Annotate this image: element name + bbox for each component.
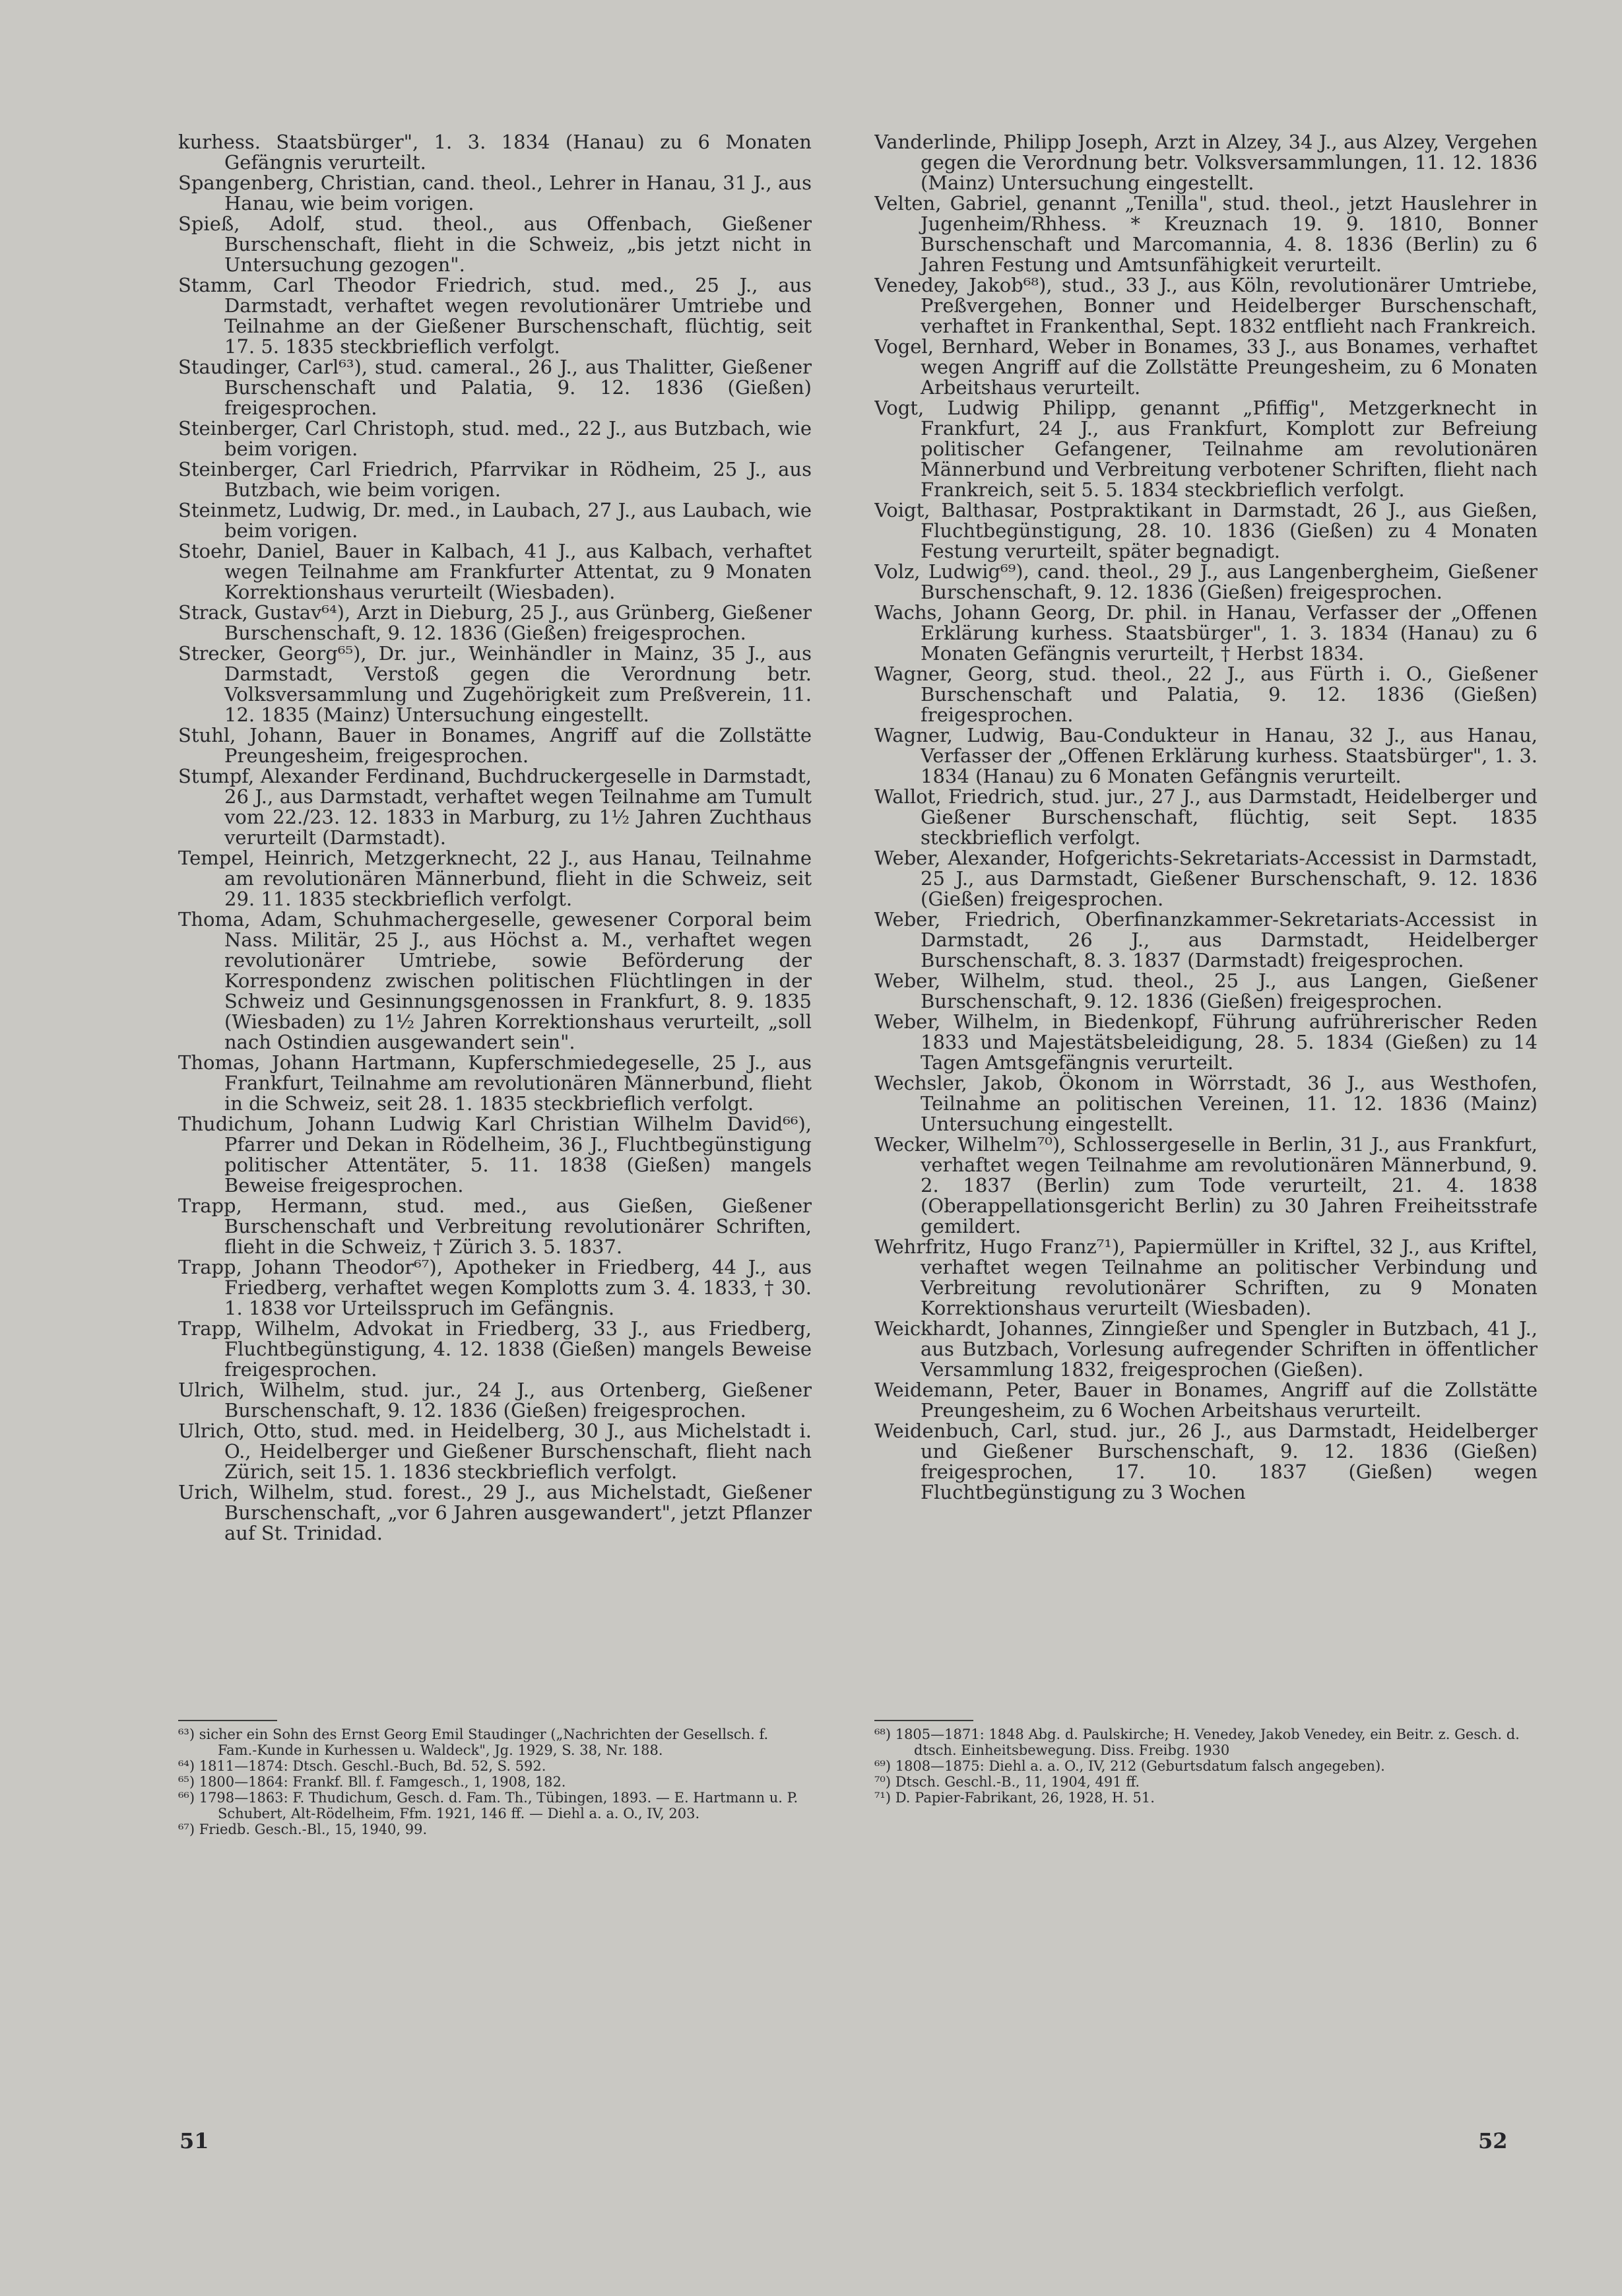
footnote: ⁷⁰) Dtsch. Geschl.-B., 11, 1904, 491 ff. xyxy=(874,1774,1140,1790)
list-item: Wechsler, Jakob, Ökonom in Wörrstadt, 36 J., aus Westhofen, Teilnahme an politischen Vereinen, 11. 12. 1836 (Mainz) Untersuchung eingestellt. xyxy=(874,1072,1538,1135)
list-item: Ulrich, Otto, stud. med. in Heidelberg, 30 J., aus Michelstadt i. O., Heidelberger und Gießener Burschenschaft, flieht nach Zürich, seit 15. 1. 1836 steckbrieflich verfolgt. xyxy=(178,1420,812,1483)
list-item: Wallot, Friedrich, stud. jur., 27 J., aus Darmstadt, Heidelberger und Gießener Burschenschaft, flüchtig, seit Sept. 1835 steckbrieflich verfolgt. xyxy=(874,785,1538,849)
left-page-column xyxy=(178,132,812,1938)
list-item: Vogel, Bernhard, Weber in Bonames, 33 J., aus Bonames, verhaftet wegen Angriff auf die Zollstätte Preungesheim, zu 6 Monaten Arbeitshaus verurteilt. xyxy=(874,335,1538,399)
list-item: Thomas, Johann Hartmann, Kupferschmiedegeselle, 25 J., aus Frankfurt, Teilnahme am revolutionären Männerbund, flieht in die Schweiz, seit 28. 1. 1835 steckbrieflich verfolgt. xyxy=(178,1051,812,1115)
left-entries xyxy=(178,132,812,1716)
right-footnotes xyxy=(874,1726,1538,1938)
list-item: Weber, Alexander, Hofgerichts-Sekretariats-Accessist in Darmstadt, 25 J., aus Darmstadt, Gießener Burschenschaft, 9. 12. 1836 (Gießen) freigesprochen. xyxy=(874,847,1538,910)
list-item: Wecker, Wilhelm⁷⁰), Schlossergeselle in Berlin, 31 J., aus Frankfurt, verhaftet wegen Teilnahme am revolutionären Männerbund, 9. 2. 1837 (Berlin) zum Tode verurteilt, 21. 4. 1838 (Oberappellationsgericht Berlin) zu 30 Jahren Freiheitsstrafe gemildert. xyxy=(874,1133,1538,1237)
list-item: Weber, Friedrich, Oberfinanzkammer-Sekretariats-Accessist in Darmstadt, 26 J., aus Darmstadt, Heidelberger Burschenschaft, 8. 3. 1837 (Darmstadt) freigesprochen. xyxy=(874,908,1538,971)
list-item: Weidemann, Peter, Bauer in Bonames, Angriff auf die Zollstätte Preungesheim, zu 6 Wochen Arbeitshaus verurteilt. xyxy=(874,1379,1538,1422)
page-number-left: 51 xyxy=(179,2128,209,2153)
page-number-right: 52 xyxy=(1478,2128,1508,2153)
footnote: ⁶⁶) 1798—1863: F. Thudichum, Gesch. d. Fam. Th., Tübingen, 1893. — E. Hartmann u. P. Schubert, Alt-Rödelheim, Ffm. 1921, 146 ff. — Diehl a. a. O., IV, 203. xyxy=(178,1790,798,1821)
list-item: Stamm, Carl Theodor Friedrich, stud. med., 25 J., aus Darmstadt, verhaftet wegen revolutionärer Umtriebe und Teilnahme an der Gießener Burschenschaft, flüchtig, seit 17. 5. 1835 steckbrieflich verfolgt. xyxy=(178,274,812,358)
list-item: Thudichum, Johann Ludwig Karl Christian Wilhelm David⁶⁶), Pfarrer und Dekan in Rödelheim, 36 J., Fluchtbegünstigung politischer Attentäter, 5. 11. 1838 (Gießen) mangels Beweise freigesprochen. xyxy=(178,1113,812,1197)
right-entries xyxy=(874,132,1538,1716)
list-item: Strack, Gustav⁶⁴), Arzt in Dieburg, 25 J., aus Grünberg, Gießener Burschenschaft, 9. 12. 1836 (Gießen) freigesprochen. xyxy=(178,601,812,644)
footnote: ⁶⁴) 1811—1874: Dtsch. Geschl.-Buch, Bd. 52, S. 592. xyxy=(178,1758,546,1774)
list-item: Ulrich, Wilhelm, stud. jur., 24 J., aus Ortenberg, Gießener Burschenschaft, 9. 12. 1836 (Gießen) freigesprochen. xyxy=(178,1379,812,1422)
list-item: Staudinger, Carl⁶³), stud. cameral., 26 J., aus Thalitter, Gießener Burschenschaft und Palatia, 9. 12. 1836 (Gießen) freigesprochen. xyxy=(178,356,812,419)
list-item: Weber, Wilhelm, in Biedenkopf, Führung aufrührerischer Reden 1833 und Majestätsbeleidigung, 28. 5. 1834 (Gießen) zu 14 Tagen Amtsgefängnis verurteilt. xyxy=(874,1010,1538,1074)
list-item: Wachs, Johann Georg, Dr. phil. in Hanau, Verfasser der „Offenen Erklärung kurhess. Staatsbürger", 1. 3. 1834 (Hanau) zu 6 Monaten Gefängnis verurteilt, † Herbst 1834. xyxy=(874,601,1538,665)
list-item: Venedey, Jakob⁶⁸), stud., 33 J., aus Köln, revolutionärer Umtriebe, Preßvergehen, Bonner und Heidelberger Burschenschaft, verhaftet in Frankenthal, Sept. 1832 entflieht nach Frankreich. xyxy=(874,274,1538,337)
list-item: Stumpf, Alexander Ferdinand, Buchdruckergeselle in Darmstadt, 26 J., aus Darmstadt, verhaftet wegen Teilnahme am Tumult vom 22./23. 12. 1833 in Marburg, zu 1½ Jahren Zuchthaus verurteilt (Darmstadt). xyxy=(178,765,812,849)
list-item: Spieß, Adolf, stud. theol., aus Offenbach, Gießener Burschenschaft, flieht in die Schweiz, „bis jetzt nicht in Untersuchung gezogen". xyxy=(178,213,812,276)
list-item: Spangenberg, Christian, cand. theol., Lehrer in Hanau, 31 J., aus Hanau, wie beim vorigen. xyxy=(178,172,812,214)
list-item: Tempel, Heinrich, Metzgerknecht, 22 J., aus Hanau, Teilnahme am revolutionären Männerbund, flieht in die Schweiz, seit 29. 11. 1835 steckbrieflich verfolgt. xyxy=(178,847,812,910)
list-item: Wagner, Ludwig, Bau-Condukteur in Hanau, 32 J., aus Hanau, Verfasser der „Offenen Erklärung kurhess. Staatsbürger", 1. 3. 1834 (Hanau) zu 6 Monaten Gefängnis verurteilt. xyxy=(874,724,1538,787)
list-item: Vanderlinde, Philipp Joseph, Arzt in Alzey, 34 J., aus Alzey, Vergehen gegen die Verordnung betr. Volksversammlungen, 11. 12. 1836 (Mainz) Untersuchung eingestellt. xyxy=(874,132,1538,194)
list-item: Weidenbuch, Carl, stud. jur., 26 J., aus Darmstadt, Heidelberger und Gießener Burschenschaft, 9. 12. 1836 (Gießen) freigesprochen, 17. 10. 1837 (Gießen) wegen Fluchtbegünstigung zu 3 Wochen xyxy=(874,1420,1538,1503)
right-page-column xyxy=(874,132,1538,1938)
list-item: Steinberger, Carl Christoph, stud. med., 22 J., aus Butzbach, wie beim vorigen. xyxy=(178,417,812,460)
footnote: ⁷¹) D. Papier-Fabrikant, 26, 1928, H. 51. xyxy=(874,1790,1155,1806)
left-footnotes xyxy=(178,1726,812,1938)
list-item: Wehrfritz, Hugo Franz⁷¹), Papiermüller in Kriftel, 32 J., aus Kriftel, verhaftet wegen Teilnahme an politischer Verbindung und Verbreitung revolutionärer Schriften, zu 9 Monaten Korrektionshaus verurteilt (Wiesbaden). xyxy=(874,1235,1538,1319)
list-item: Wagner, Georg, stud. theol., 22 J., aus Fürth i. O., Gießener Burschenschaft und Palatia, 9. 12. 1836 (Gießen) freigesprochen. xyxy=(874,663,1538,726)
footnote-divider xyxy=(874,1720,973,1721)
list-item: Strecker, Georg⁶⁵), Dr. jur., Weinhändler in Mainz, 35 J., aus Darmstadt, Verstoß gegen die Verordnung betr. Volksversammlung und Zugehörigkeit zum Preßverein, 11. 12. 1835 (Mainz) Untersuchung eingestellt. xyxy=(178,642,812,726)
footnote: ⁶³) sicher ein Sohn des Ernst Georg Emil Staudinger („Nachrichten der Gesellsch. f. Fam.-Kunde in Kurhessen u. Waldeck", Jg. 1929, S. 38, Nr. 188. xyxy=(178,1726,769,1758)
footnote: ⁶⁹) 1808—1875: Diehl a. a. O., IV, 212 (Geburtsdatum falsch angegeben). xyxy=(874,1758,1385,1774)
list-item: kurhess. Staatsbürger", 1. 3. 1834 (Hanau) zu 6 Monaten Gefängnis verurteilt. xyxy=(178,132,812,174)
list-item: Stoehr, Daniel, Bauer in Kalbach, 41 J., aus Kalbach, verhaftet wegen Teilnahme am Frankfurter Attentat, zu 9 Monaten Korrektionshaus verurteilt (Wiesbaden). xyxy=(178,540,812,603)
list-item: Steinmetz, Ludwig, Dr. med., in Laubach, 27 J., aus Laubach, wie beim vorigen. xyxy=(178,499,812,542)
footnote: ⁶⁵) 1800—1864: Frankf. Bll. f. Famgesch., 1, 1908, 182. xyxy=(178,1774,566,1790)
list-item: Trapp, Wilhelm, Advokat in Friedberg, 33 J., aus Friedberg, Fluchtbegünstigung, 4. 12. 1838 (Gießen) mangels Beweise freigesprochen. xyxy=(178,1317,812,1381)
list-item: Voigt, Balthasar, Postpraktikant in Darmstadt, 26 J., aus Gießen, Fluchtbegünstigung, 28. 10. 1836 (Gießen) zu 4 Monaten Festung verurteilt, später begnadigt. xyxy=(874,499,1538,562)
list-item: Velten, Gabriel, genannt „Tenilla", stud. theol., jetzt Hauslehrer in Jugenheim/Rhhess. * Kreuznach 19. 9. 1810, Bonner Burschenschaft und Marcomannia, 4. 8. 1836 (Berlin) zu 6 Jahren Festung und Amtsunfähigkeit verurteilt. xyxy=(874,192,1538,276)
list-item: Urich, Wilhelm, stud. forest., 29 J., aus Michelstadt, Gießener Burschenschaft, „vor 6 Jahren ausgewandert", jetzt Pflanzer auf St. Trinidad. xyxy=(178,1481,812,1544)
footnote: ⁶⁸) 1805—1871: 1848 Abg. d. Paulskirche; H. Venedey, Jakob Venedey, ein Beitr. z. Gesch. d. dtsch. Einheitsbewegung. Diss. Freibg. 1930 xyxy=(874,1726,1520,1758)
list-item: Weickhardt, Johannes, Zinngießer und Spengler in Butzbach, 41 J., aus Butzbach, Vorlesung aufregender Schriften in öffentlicher Versammlung 1832, freigesprochen (Gießen). xyxy=(874,1317,1538,1381)
list-item: Volz, Ludwig⁶⁹), cand. theol., 29 J., aus Langenbergheim, Gießener Burschenschaft, 9. 12. 1836 (Gießen) freigesprochen. xyxy=(874,560,1538,603)
list-item: Weber, Wilhelm, stud. theol., 25 J., aus Langen, Gießener Burschenschaft, 9. 12. 1836 (Gießen) freigesprochen. xyxy=(874,969,1538,1012)
list-item: Trapp, Hermann, stud. med., aus Gießen, Gießener Burschenschaft und Verbreitung revolutionärer Schriften, flieht in die Schweiz, † Zürich 3. 5. 1837. xyxy=(178,1195,812,1258)
list-item: Thoma, Adam, Schuhmachergeselle, gewesener Corporal beim Nass. Militär, 25 J., aus Höchst a. M., verhaftet wegen revolutionärer Umtriebe, sowie Beförderung der Korrespondenz zwischen politischen Flüchtlingen in der Schweiz und Gesinnungsgenossen in Frankfurt, 8. 9. 1835 (Wiesbaden) zu 1½ Jahren Korrektionshaus verurteilt, „soll nach Ostindien ausgewandert sein". xyxy=(178,908,812,1053)
list-item: Vogt, Ludwig Philipp, genannt „Pfiffig", Metzgerknecht in Frankfurt, 24 J., aus Frankfurt, Komplott zur Befreiung politischer Gefangener, Teilnahme am revolutionären Männerbund und Verbreitung verbotener Schriften, flieht nach Frankreich, seit 5. 5. 1834 steckbrieflich verfolgt. xyxy=(874,397,1538,501)
list-item: Trapp, Johann Theodor⁶⁷), Apotheker in Friedberg, 44 J., aus Friedberg, verhaftet wegen Komplotts zum 3. 4. 1833, † 30. 1. 1838 vor Urteilsspruch im Gefängnis. xyxy=(178,1256,812,1319)
list-item: Steinberger, Carl Friedrich, Pfarrvikar in Rödheim, 25 J., aus Butzbach, wie beim vorigen. xyxy=(178,458,812,501)
list-item: Stuhl, Johann, Bauer in Bonames, Angriff auf die Zollstätte Preungesheim, freigesprochen. xyxy=(178,724,812,767)
footnote: ⁶⁷) Friedb. Gesch.-Bl., 15, 1940, 99. xyxy=(178,1821,428,1837)
footnote-divider xyxy=(178,1720,277,1721)
